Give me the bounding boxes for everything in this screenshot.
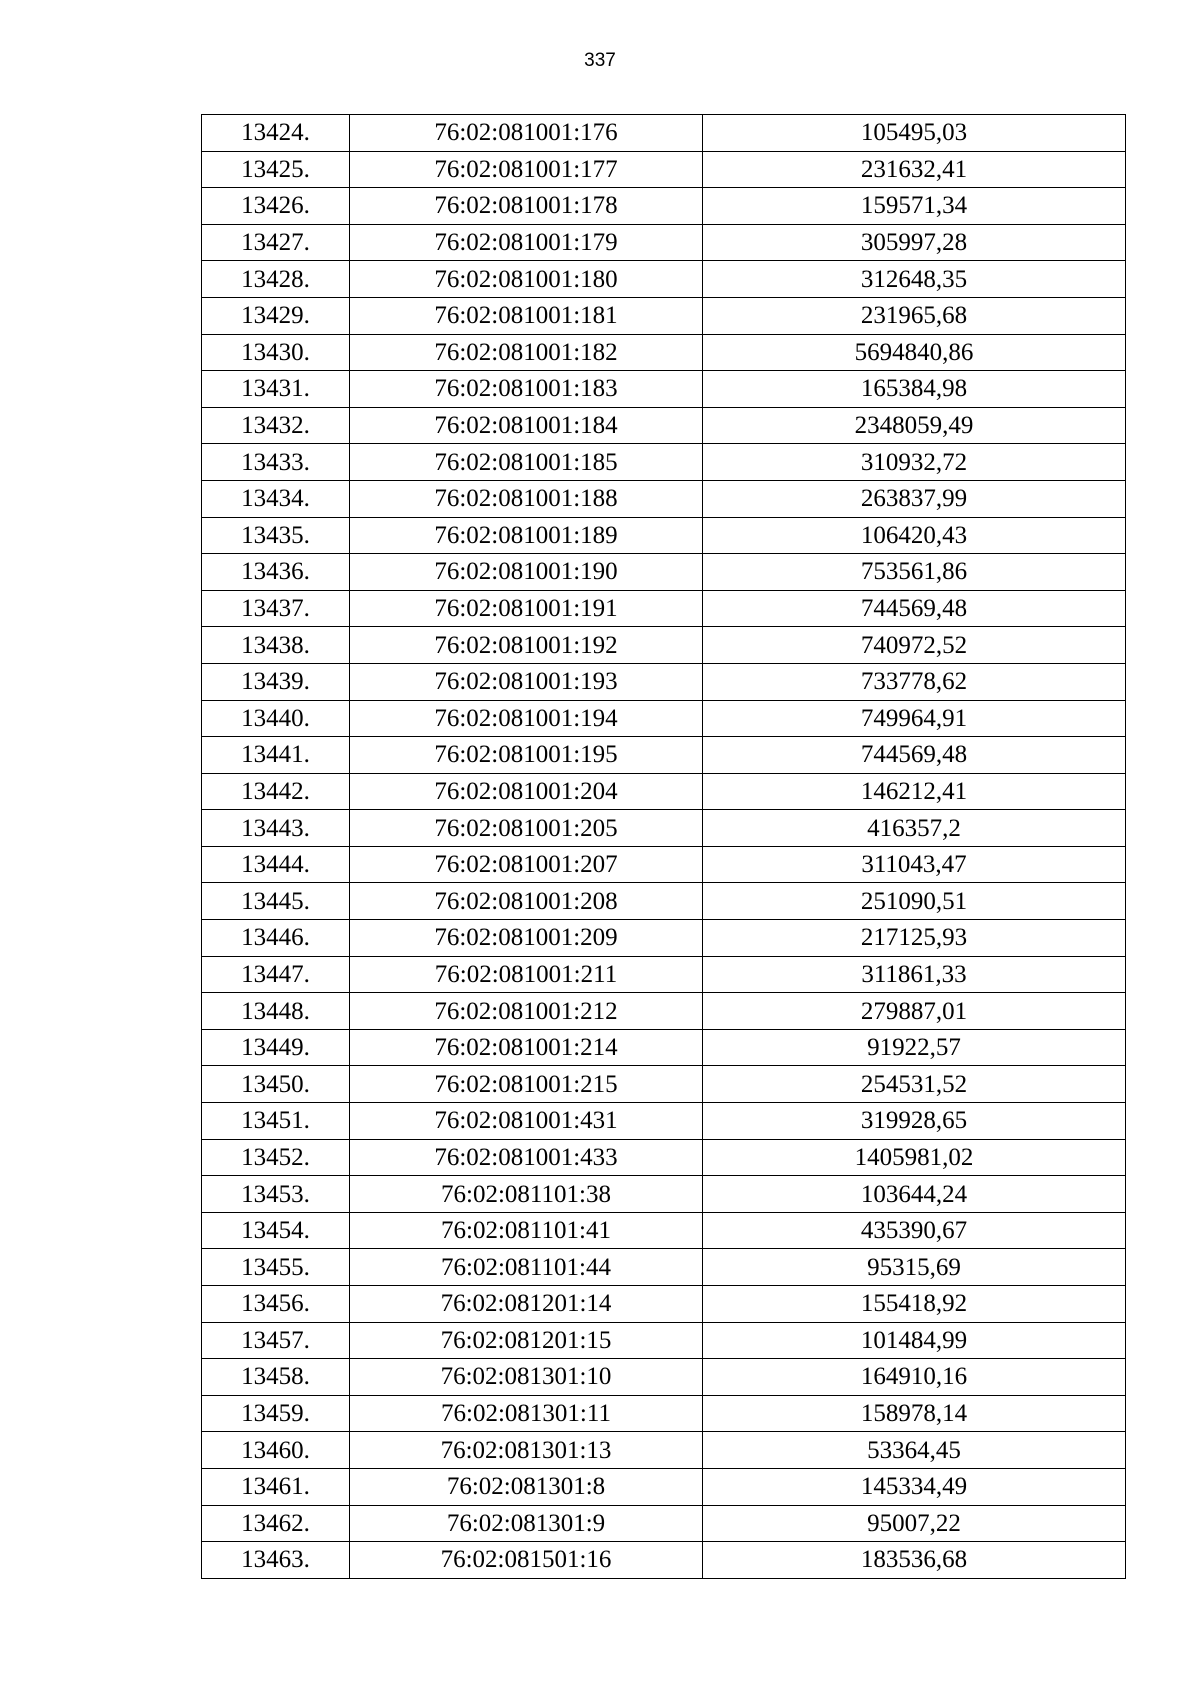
cadastral-number-cell: 76:02:081001:193: [350, 663, 703, 700]
value-cell: 158978,14: [703, 1395, 1126, 1432]
cadastral-number-cell: 76:02:081001:431: [350, 1103, 703, 1140]
table-row: [202, 188, 1126, 225]
row-number-cell: 13443.: [202, 810, 350, 847]
row-number-cell: 13437.: [202, 590, 350, 627]
row-number-cell: 13452.: [202, 1139, 350, 1176]
row-number-cell: 13439.: [202, 663, 350, 700]
value-cell: 740972,52: [703, 627, 1126, 664]
value-cell: 263837,99: [703, 480, 1126, 517]
table-body: [202, 115, 1126, 1579]
table-row: [202, 1176, 1126, 1213]
row-number-cell: 13432.: [202, 407, 350, 444]
cadastral-number-cell: 76:02:081101:38: [350, 1176, 703, 1213]
row-number-cell: 13428.: [202, 261, 350, 298]
value-cell: 279887,01: [703, 993, 1126, 1030]
row-number-cell: 13455.: [202, 1249, 350, 1286]
cadastral-number-cell: 76:02:081001:208: [350, 883, 703, 920]
value-cell: 305997,28: [703, 224, 1126, 261]
value-cell: 95315,69: [703, 1249, 1126, 1286]
row-number-cell: 13442.: [202, 773, 350, 810]
cadastral-number-cell: 76:02:081101:41: [350, 1212, 703, 1249]
table-row: [202, 1286, 1126, 1323]
cadastral-number-cell: 76:02:081001:212: [350, 993, 703, 1030]
table-row: [202, 261, 1126, 298]
table-row: [202, 1103, 1126, 1140]
table-row: [202, 1542, 1126, 1579]
value-cell: 254531,52: [703, 1066, 1126, 1103]
value-cell: 53364,45: [703, 1432, 1126, 1469]
table-row: [202, 1505, 1126, 1542]
row-number-cell: 13425.: [202, 151, 350, 188]
table-row: [202, 480, 1126, 517]
row-number-cell: 13444.: [202, 846, 350, 883]
table-row: [202, 773, 1126, 810]
row-number-cell: 13457.: [202, 1322, 350, 1359]
cadastral-number-cell: 76:02:081001:181: [350, 297, 703, 334]
cadastral-number-cell: 76:02:081501:16: [350, 1542, 703, 1579]
row-number-cell: 13434.: [202, 480, 350, 517]
table-row: [202, 1066, 1126, 1103]
value-cell: 753561,86: [703, 554, 1126, 591]
value-cell: 159571,34: [703, 188, 1126, 225]
value-cell: 146212,41: [703, 773, 1126, 810]
row-number-cell: 13459.: [202, 1395, 350, 1432]
cadastral-number-cell: 76:02:081201:14: [350, 1286, 703, 1323]
table-row: [202, 920, 1126, 957]
row-number-cell: 13463.: [202, 1542, 350, 1579]
value-cell: 744569,48: [703, 590, 1126, 627]
cadastral-number-cell: 76:02:081001:195: [350, 737, 703, 774]
page-number: 337: [584, 50, 616, 71]
table-row: [202, 554, 1126, 591]
cadastral-number-cell: 76:02:081001:188: [350, 480, 703, 517]
table-row: [202, 115, 1126, 152]
value-cell: 1405981,02: [703, 1139, 1126, 1176]
table-row: [202, 297, 1126, 334]
cadastral-number-cell: 76:02:081001:182: [350, 334, 703, 371]
cadastral-number-cell: 76:02:081001:209: [350, 920, 703, 957]
value-cell: 251090,51: [703, 883, 1126, 920]
cadastral-number-cell: 76:02:081001:215: [350, 1066, 703, 1103]
row-number-cell: 13448.: [202, 993, 350, 1030]
cadastral-number-cell: 76:02:081001:183: [350, 371, 703, 408]
table-row: [202, 1139, 1126, 1176]
value-cell: 105495,03: [703, 115, 1126, 152]
cadastral-number-cell: 76:02:081001:191: [350, 590, 703, 627]
row-number-cell: 13429.: [202, 297, 350, 334]
value-cell: 2348059,49: [703, 407, 1126, 444]
table-row: [202, 151, 1126, 188]
table-row: [202, 627, 1126, 664]
value-cell: 749964,91: [703, 700, 1126, 737]
value-cell: 231965,68: [703, 297, 1126, 334]
row-number-cell: 13449.: [202, 1029, 350, 1066]
table-row: [202, 590, 1126, 627]
cadastral-number-cell: 76:02:081001:179: [350, 224, 703, 261]
row-number-cell: 13461.: [202, 1468, 350, 1505]
cadastral-number-cell: 76:02:081301:10: [350, 1359, 703, 1396]
row-number-cell: 13450.: [202, 1066, 350, 1103]
cadastral-number-cell: 76:02:081001:194: [350, 700, 703, 737]
cadastral-number-cell: 76:02:081001:185: [350, 444, 703, 481]
cadastral-number-cell: 76:02:081201:15: [350, 1322, 703, 1359]
row-number-cell: 13426.: [202, 188, 350, 225]
cadastral-number-cell: 76:02:081001:177: [350, 151, 703, 188]
cadastral-number-cell: 76:02:081001:207: [350, 846, 703, 883]
value-cell: 435390,67: [703, 1212, 1126, 1249]
cadastral-number-cell: 76:02:081001:211: [350, 956, 703, 993]
table-row: [202, 1249, 1126, 1286]
cadastral-number-cell: 76:02:081101:44: [350, 1249, 703, 1286]
row-number-cell: 13447.: [202, 956, 350, 993]
table-row: [202, 1322, 1126, 1359]
row-number-cell: 13438.: [202, 627, 350, 664]
cadastral-number-cell: 76:02:081001:192: [350, 627, 703, 664]
table-row: [202, 956, 1126, 993]
table-row: [202, 846, 1126, 883]
table-row: [202, 444, 1126, 481]
cadastral-number-cell: 76:02:081001:184: [350, 407, 703, 444]
value-cell: 106420,43: [703, 517, 1126, 554]
cadastral-number-cell: 76:02:081301:13: [350, 1432, 703, 1469]
table-row: [202, 993, 1126, 1030]
row-number-cell: 13453.: [202, 1176, 350, 1213]
value-cell: 103644,24: [703, 1176, 1126, 1213]
value-cell: 311043,47: [703, 846, 1126, 883]
row-number-cell: 13430.: [202, 334, 350, 371]
value-cell: 165384,98: [703, 371, 1126, 408]
row-number-cell: 13427.: [202, 224, 350, 261]
value-cell: 311861,33: [703, 956, 1126, 993]
value-cell: 95007,22: [703, 1505, 1126, 1542]
table-row: [202, 334, 1126, 371]
table-row: [202, 737, 1126, 774]
table-row: [202, 1359, 1126, 1396]
value-cell: 217125,93: [703, 920, 1126, 957]
value-cell: 101484,99: [703, 1322, 1126, 1359]
row-number-cell: 13431.: [202, 371, 350, 408]
value-cell: 231632,41: [703, 151, 1126, 188]
cadastral-number-cell: 76:02:081001:180: [350, 261, 703, 298]
value-cell: 733778,62: [703, 663, 1126, 700]
value-cell: 319928,65: [703, 1103, 1126, 1140]
table-row: [202, 1468, 1126, 1505]
row-number-cell: 13435.: [202, 517, 350, 554]
row-number-cell: 13440.: [202, 700, 350, 737]
table-row: [202, 224, 1126, 261]
table-row: [202, 810, 1126, 847]
table-row: [202, 883, 1126, 920]
cadastral-number-cell: 76:02:081001:204: [350, 773, 703, 810]
table-row: [202, 700, 1126, 737]
value-cell: 310932,72: [703, 444, 1126, 481]
value-cell: 145334,49: [703, 1468, 1126, 1505]
row-number-cell: 13462.: [202, 1505, 350, 1542]
cadastral-number-cell: 76:02:081001:176: [350, 115, 703, 152]
row-number-cell: 13456.: [202, 1286, 350, 1323]
table-row: [202, 517, 1126, 554]
table-row: [202, 1212, 1126, 1249]
value-cell: 164910,16: [703, 1359, 1126, 1396]
value-cell: 91922,57: [703, 1029, 1126, 1066]
table-row: [202, 1029, 1126, 1066]
value-cell: 5694840,86: [703, 334, 1126, 371]
cadastral-number-cell: 76:02:081001:190: [350, 554, 703, 591]
cadastral-value-table: [201, 114, 1126, 1579]
value-cell: 312648,35: [703, 261, 1126, 298]
cadastral-number-cell: 76:02:081001:214: [350, 1029, 703, 1066]
row-number-cell: 13433.: [202, 444, 350, 481]
cadastral-number-cell: 76:02:081001:189: [350, 517, 703, 554]
value-cell: 183536,68: [703, 1542, 1126, 1579]
table-row: [202, 407, 1126, 444]
cadastral-number-cell: 76:02:081001:178: [350, 188, 703, 225]
row-number-cell: 13424.: [202, 115, 350, 152]
table-row: [202, 1395, 1126, 1432]
row-number-cell: 13441.: [202, 737, 350, 774]
cadastral-number-cell: 76:02:081301:11: [350, 1395, 703, 1432]
table-row: [202, 371, 1126, 408]
cadastral-number-cell: 76:02:081301:9: [350, 1505, 703, 1542]
cadastral-number-cell: 76:02:081001:205: [350, 810, 703, 847]
table-row: [202, 1432, 1126, 1469]
value-cell: 155418,92: [703, 1286, 1126, 1323]
value-cell: 744569,48: [703, 737, 1126, 774]
row-number-cell: 13445.: [202, 883, 350, 920]
table-row: [202, 663, 1126, 700]
cadastral-number-cell: 76:02:081301:8: [350, 1468, 703, 1505]
row-number-cell: 13460.: [202, 1432, 350, 1469]
row-number-cell: 13446.: [202, 920, 350, 957]
row-number-cell: 13436.: [202, 554, 350, 591]
cadastral-number-cell: 76:02:081001:433: [350, 1139, 703, 1176]
row-number-cell: 13454.: [202, 1212, 350, 1249]
row-number-cell: 13458.: [202, 1359, 350, 1396]
value-cell: 416357,2: [703, 810, 1126, 847]
row-number-cell: 13451.: [202, 1103, 350, 1140]
